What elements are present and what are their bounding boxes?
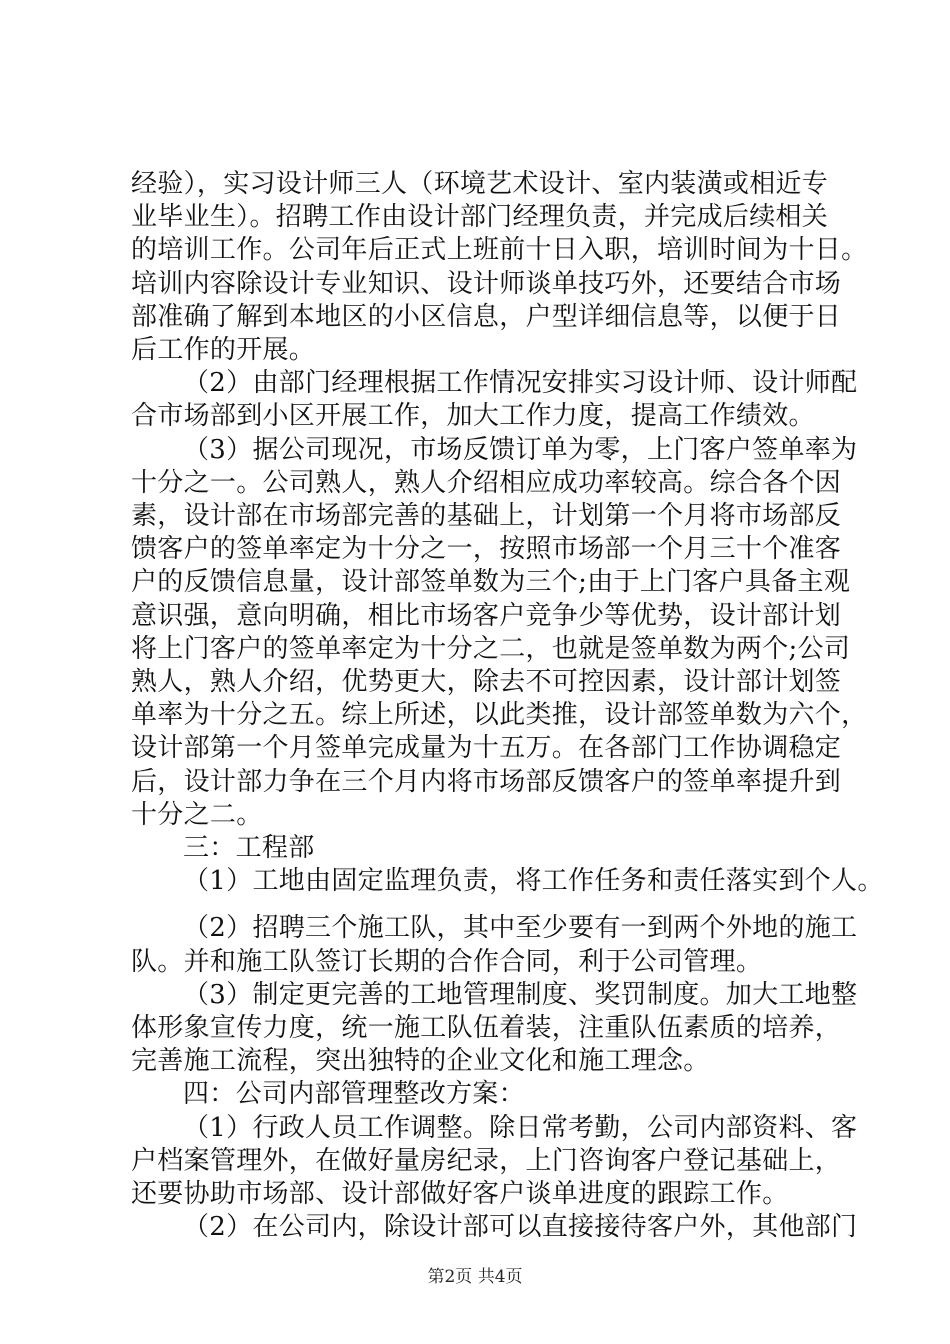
body-text-line: 部准确了解到本地区的小区信息，户型详细信息等，以便于日 <box>131 302 842 332</box>
body-text-line: （2）在公司内，除设计部可以直接接待客户外，其他部门 <box>183 1212 858 1242</box>
body-text-line: 合市场部到小区开展工作，加大工作力度，提高工作绩效。 <box>131 401 815 431</box>
body-text-line: 馈客户的签单率定为十分之一，按照市场部一个月三十个准客 <box>131 534 842 564</box>
body-text-line: （2）由部门经理根据工作情况安排实习设计师、设计师配 <box>183 368 858 398</box>
body-text-line: （1）工地由固定监理负责，将工作任务和责任落实到个人。 <box>183 866 884 896</box>
body-text-line: 体形象宣传力度，统一施工队伍着装，注重队伍素质的培养， <box>131 1013 842 1043</box>
body-text-line: 业毕业生）。招聘工作由设计部门经理负责，并完成后续相关 <box>131 202 829 232</box>
body-text-line: 设计部第一个月签单完成量为十五万。在各部门工作协调稳定 <box>131 733 842 763</box>
body-text-line: 经验），实习设计师三人（环境艺术设计、室内装潢或相近专 <box>131 169 829 199</box>
body-text-line: 户档案管理外，在做好量房纪录，上门咨询客户登记基础上， <box>131 1146 842 1176</box>
body-text-line: 熟人，熟人介绍，优势更大，除去不可控因素，设计部计划签 <box>131 667 842 697</box>
body-text-line: 培训内容除设计专业知识、设计师谈单技巧外，还要结合市场 <box>131 269 842 299</box>
body-text-line: 意识强，意向明确，相比市场客户竞争少等优势，设计部计划 <box>131 601 842 631</box>
body-text-line: 将上门客户的签单率定为十分之二，也就是签单数为两个;公司 <box>131 634 851 664</box>
body-text-line: 十分之二。 <box>131 800 263 830</box>
section-heading: 四：公司内部管理整改方案： <box>183 1079 525 1109</box>
body-text-line: 单率为十分之五。综上所述，以此类推，设计部签单数为六个， <box>131 700 868 730</box>
body-text-line: （3）制定更完善的工地管理制度、奖罚制度。加大工地整 <box>183 980 858 1010</box>
body-text-line: 后工作的开展。 <box>131 335 316 365</box>
body-text-line: 户的反馈信息量，设计部签单数为三个;由于上门客户具备主观 <box>131 567 851 597</box>
page-number-footer: 第2页 共4页 <box>427 1267 523 1287</box>
section-heading: 三：工程部 <box>183 833 315 863</box>
body-text-line: （1）行政人员工作调整。除日常考勤，公司内部资料、客 <box>183 1113 858 1143</box>
body-text-line: 后，设计部力争在三个月内将市场部反馈客户的签单率提升到 <box>131 767 842 797</box>
body-text-line: 完善施工流程，突出独特的企业文化和施工理念。 <box>131 1046 710 1076</box>
body-text-line: 还要协助市场部、设计部做好客户谈单进度的跟踪工作。 <box>131 1179 789 1209</box>
body-text-line: （3）据公司现况，市场反馈订单为零，上门客户签单率为 <box>183 435 858 465</box>
body-text-line: 素，设计部在市场部完善的基础上，计划第一个月将市场部反 <box>131 501 842 531</box>
body-text-line: 十分之一。公司熟人，熟人介绍相应成功率较高。综合各个因 <box>131 468 842 498</box>
body-text-line: （2）招聘三个施工队，其中至少要有一到两个外地的施工 <box>183 913 858 943</box>
body-text-line: 的培训工作。公司年后正式上班前十日入职，培训时间为十日。 <box>131 235 868 265</box>
body-text-line: 队。并和施工队签订长期的合作合同，利于公司管理。 <box>131 947 763 977</box>
